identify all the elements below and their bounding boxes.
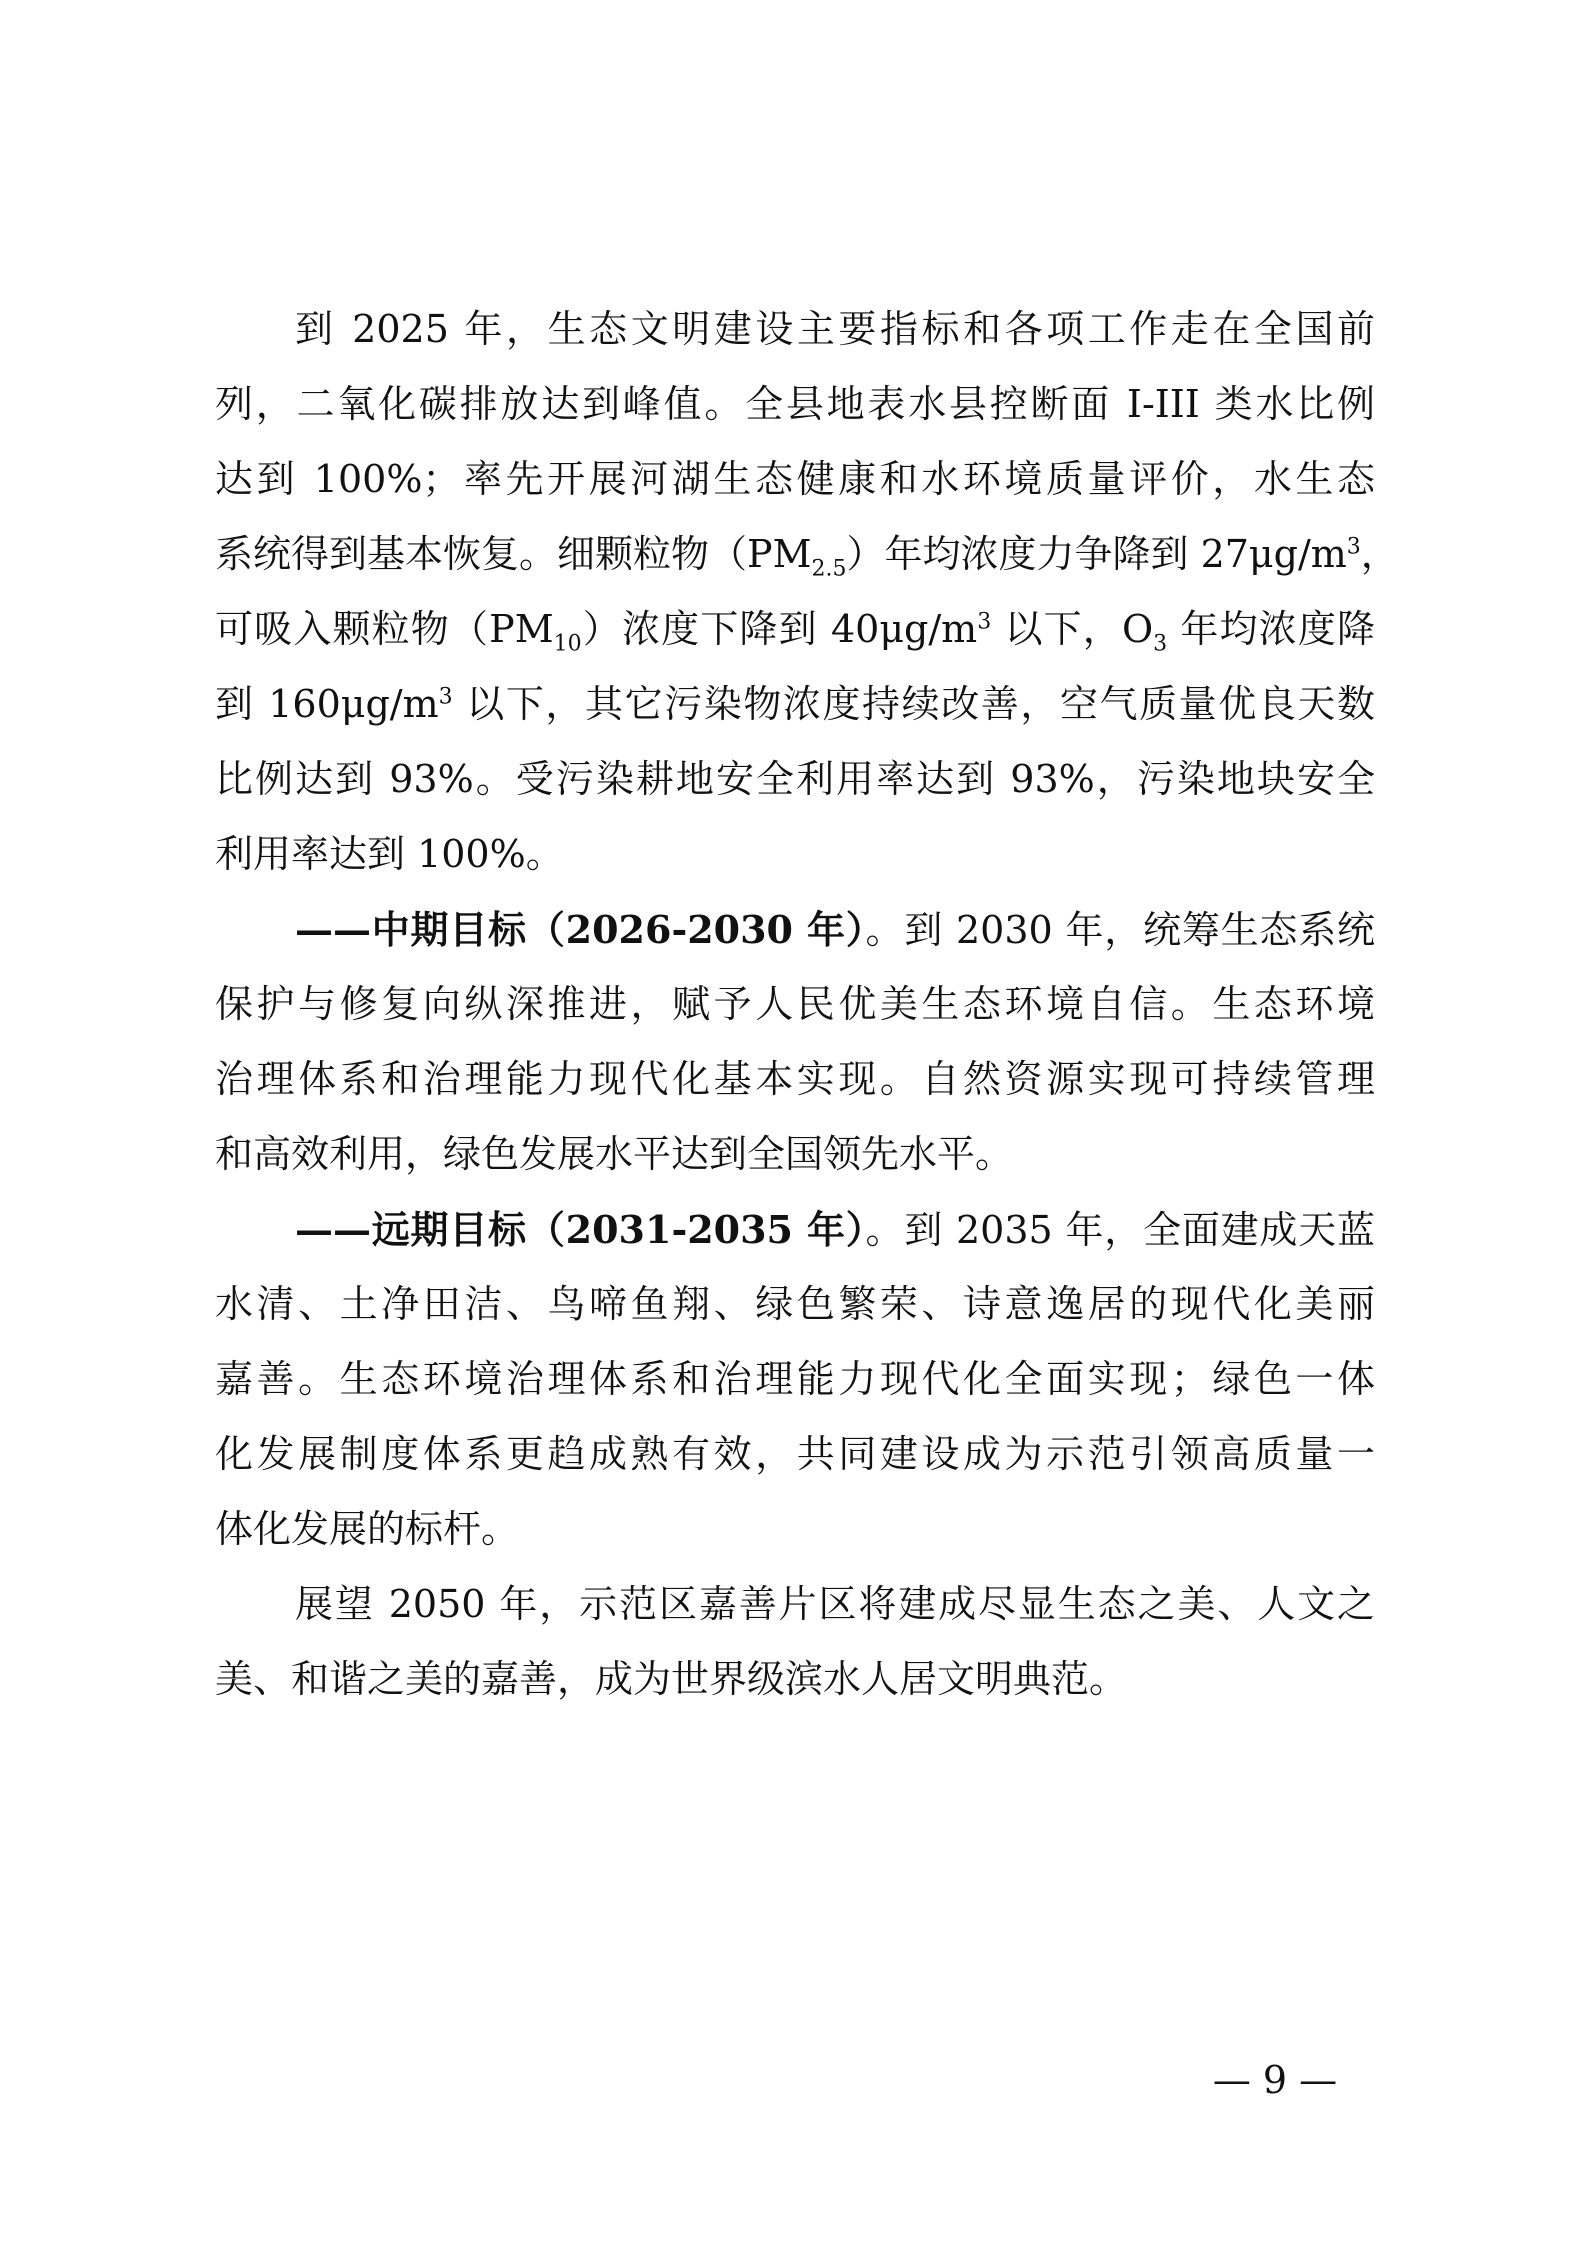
- superscript: 3: [1346, 534, 1361, 560]
- superscript: 3: [438, 684, 453, 710]
- text-segment: ）年均浓度力争降到 27μg/m: [846, 532, 1347, 576]
- text-line: 利用率达到 100%。: [215, 832, 564, 876]
- text-line: 和高效利用，绿色发展水平达到全国领先水平。: [215, 1132, 1014, 1176]
- text-segment: 可吸入颗粒物（PM: [215, 607, 554, 651]
- text-segment: 系统得到基本恢复。细颗粒物（PM: [215, 532, 812, 576]
- paragraph-mid-term-goal: [215, 892, 1375, 1192]
- subscript: 2.5: [811, 556, 847, 582]
- text-line: 美、和谐之美的嘉善，成为世界级滨水人居文明典范。: [215, 1657, 1128, 1701]
- text-line: 保护与修复向纵深推进，赋予人民优美生态环境自信。生态环境: [215, 982, 1375, 1026]
- paragraph-2025-targets: [215, 292, 1399, 892]
- paragraph-long-term-goal: [215, 1192, 1375, 1567]
- text-line: 化发展制度体系更趋成熟有效，共同建设成为示范引领高质量一: [215, 1432, 1375, 1476]
- text-line: 嘉善。生态环境治理体系和治理能力现代化全面实现；绿色一体: [215, 1357, 1375, 1401]
- mid-term-heading: ——中期目标（2026-2030 年）: [295, 907, 866, 952]
- text-segment: 以下，O: [991, 607, 1154, 651]
- text-line: 体化发展的标杆。: [215, 1507, 520, 1551]
- text-segment: 到 160μg/m: [215, 682, 439, 726]
- page-number: — 9 —: [1212, 2058, 1338, 2102]
- text-line: [215, 1192, 1375, 1267]
- text-segment: 。到 2035 年，全面建成天蓝: [865, 1208, 1375, 1252]
- long-term-heading: ——远期目标（2031-2035 年）: [295, 1207, 866, 1252]
- text-line: [215, 517, 1399, 592]
- superscript: 3: [977, 609, 992, 635]
- subscript: 10: [553, 631, 582, 657]
- text-line: 比例达到 93%。受污染耕地安全利用率达到 93%，污染地块安全: [215, 757, 1375, 801]
- text-line: 水清、土净田洁、鸟啼鱼翔、绿色繁荣、诗意逸居的现代化美丽: [215, 1282, 1375, 1326]
- text-line: [215, 667, 1375, 742]
- text-segment: ，: [1360, 532, 1399, 576]
- text-line: 展望 2050 年，示范区嘉善片区将建成尽显生态之美、人文之: [295, 1582, 1375, 1626]
- text-line: 列，二氧化碳排放达到峰值。全县地表水县控断面 I-III 类水比例: [215, 382, 1375, 426]
- text-line: 达到 100%；率先开展河湖生态健康和水环境质量评价，水生态: [215, 457, 1375, 501]
- text-line: 到 2025 年，生态文明建设主要指标和各项工作走在全国前: [295, 307, 1375, 351]
- text-line: 治理体系和治理能力现代化基本实现。自然资源实现可持续管理: [215, 1057, 1375, 1101]
- text-segment: ）浓度下降到 40μg/m: [581, 607, 978, 651]
- text-segment: 年均浓度降: [1167, 607, 1375, 651]
- document-body: [215, 292, 1399, 1717]
- text-segment: 。到 2030 年，统筹生态系统: [865, 908, 1375, 952]
- text-line: [215, 592, 1375, 667]
- text-segment: 以下，其它污染物浓度持续改善，空气质量优良天数: [452, 682, 1375, 726]
- text-line: [215, 892, 1375, 967]
- paragraph-2050-outlook: [215, 1567, 1375, 1717]
- subscript: 3: [1153, 631, 1168, 657]
